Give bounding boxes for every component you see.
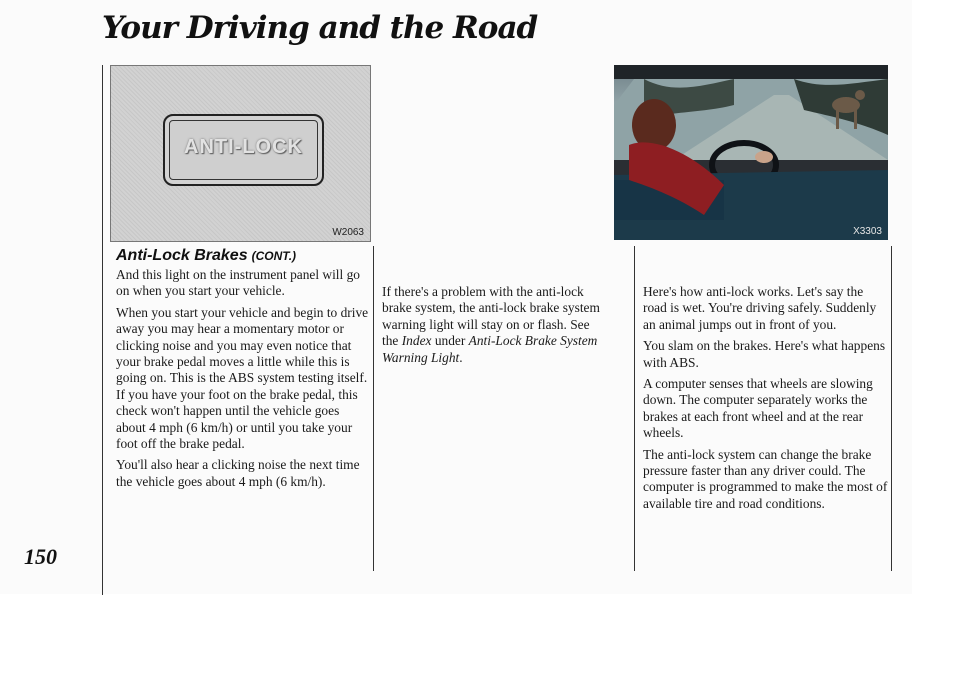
anti-lock-warning-light-figure xyxy=(110,65,371,242)
page-header-title: Your Driving and the Road xyxy=(102,10,538,46)
paragraph: When you start your vehicle and begin to drive away you may hear a momentary motor or clicking noise and you may even notice that your brake pedal moves a little while this is going on. This is the ABS system testing itself. If you have your foot on the brake pedal, this check won't happen until the vehicle goes about 4 mph (6 km/h) or until you take your foot off the brake pedal. xyxy=(116,304,369,452)
topic-reference: Anti-Lock Brake System Warning Light xyxy=(382,333,598,365)
paragraph xyxy=(382,284,604,366)
paragraph: You'll also hear a clicking noise the next time the vehicle goes about 4 mph (6 km/h). xyxy=(116,457,360,489)
text-run: under xyxy=(431,333,469,349)
column-divider-2 xyxy=(634,246,635,571)
anti-lock-lamp-label: ANTI-LOCK xyxy=(184,136,303,158)
windshield-header xyxy=(614,65,888,79)
anti-lock-lamp xyxy=(163,114,324,186)
figure-code-left: W2063 xyxy=(332,227,364,238)
paragraph: A computer senses that wheels are slowing down. The computer separately works the brakes at each front wheel and at the rear wheels. xyxy=(643,376,873,441)
paragraph: The anti-lock system can change the brake pressure faster than any driver could. The computer is programmed to make the most of available tire and road conditions. xyxy=(643,446,888,511)
section-title-cont: (CONT.) xyxy=(251,249,297,263)
paragraph: And this light on the instrument panel will go on when you start your vehicle. xyxy=(116,267,360,299)
text-column-2 xyxy=(382,284,604,371)
text-column-3 xyxy=(643,284,888,517)
text-run: If there's a problem with the anti-lock brake system, the anti-lock brake system warning light will stay on or flash. See the xyxy=(382,284,600,349)
section-title-text: Anti-Lock Brakes xyxy=(116,247,248,264)
figure-code-right: X3303 xyxy=(853,226,882,237)
page-number: 150 xyxy=(24,544,57,569)
index-reference: Index xyxy=(401,333,432,349)
section-title xyxy=(116,247,296,265)
left-margin-rule xyxy=(102,65,103,595)
driver-scene-illustration xyxy=(614,65,888,240)
paragraph: Here's how anti-lock works. Let's say the road is wet. You're driving safely. Suddenly an animal jumps out in front of you. xyxy=(643,284,877,332)
right-margin-rule xyxy=(891,246,892,571)
paragraph: You slam on the brakes. Here's what happens with ABS. xyxy=(643,338,886,370)
text-column-1 xyxy=(116,267,371,495)
column-divider-1 xyxy=(373,246,374,571)
text-run: . xyxy=(459,349,463,365)
driver-braking-photo xyxy=(614,65,888,240)
